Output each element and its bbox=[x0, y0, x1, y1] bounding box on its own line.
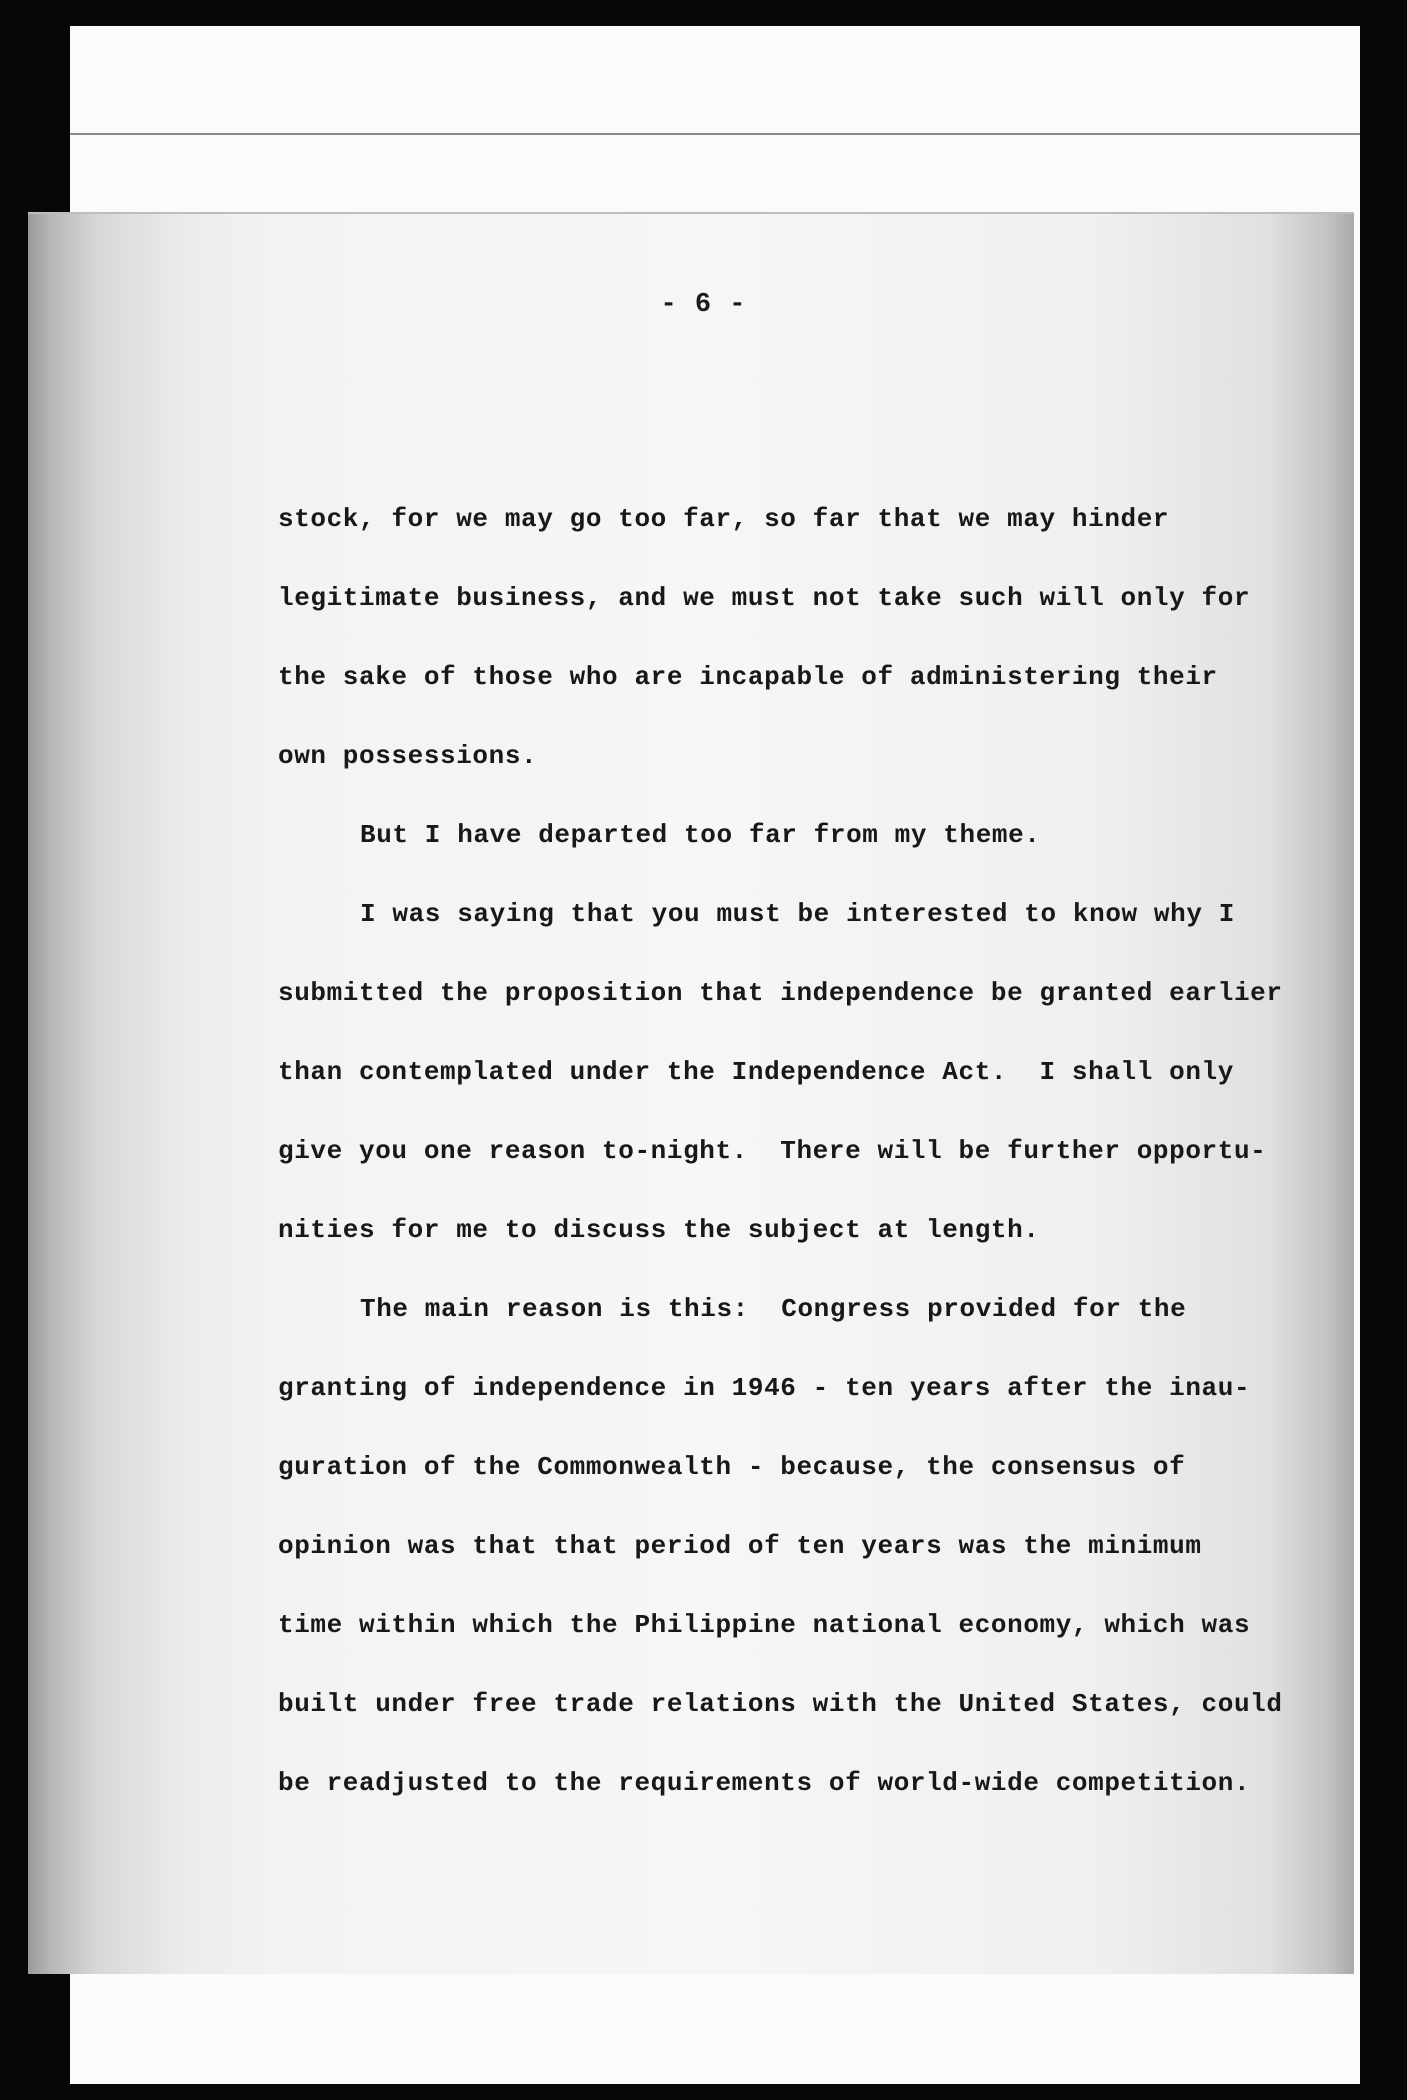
text-line: opinion was that that period of ten years was the minimum bbox=[278, 1531, 1202, 1561]
text-line: the sake of those who are incapable of administering their bbox=[278, 662, 1218, 692]
text-line: guration of the Commonwealth - because, the consensus of bbox=[278, 1452, 1186, 1482]
text-line: give you one reason to-night. There will be further opportu- bbox=[278, 1136, 1267, 1166]
back-page-rule bbox=[70, 133, 1360, 135]
text-line: legitimate business, and we must not take such will only for bbox=[278, 583, 1251, 613]
text-line: built under free trade relations with the United States, could bbox=[278, 1689, 1283, 1719]
text-line: The main reason is this: Congress provided for the bbox=[360, 1294, 1187, 1324]
text-line: than contemplated under the Independence Act. I shall only bbox=[278, 1057, 1234, 1087]
text-line: submitted the proposition that independence be granted earlier bbox=[278, 978, 1283, 1008]
text-line: granting of independence in 1946 - ten years after the inau- bbox=[278, 1373, 1251, 1403]
text-line: be readjusted to the requirements of world-wide competition. bbox=[278, 1768, 1251, 1798]
text-line: nities for me to discuss the subject at length. bbox=[278, 1215, 1040, 1245]
text-line: I was saying that you must be interested to know why I bbox=[360, 899, 1235, 929]
page-number: - 6 - bbox=[660, 290, 747, 320]
body-text bbox=[278, 494, 1338, 1837]
text-line: But I have departed too far from my theme. bbox=[360, 820, 1041, 850]
text-line: own possessions. bbox=[278, 741, 538, 771]
text-line: stock, for we may go too far, so far that we may hinder bbox=[278, 504, 1170, 534]
text-line: time within which the Philippine national economy, which was bbox=[278, 1610, 1251, 1640]
